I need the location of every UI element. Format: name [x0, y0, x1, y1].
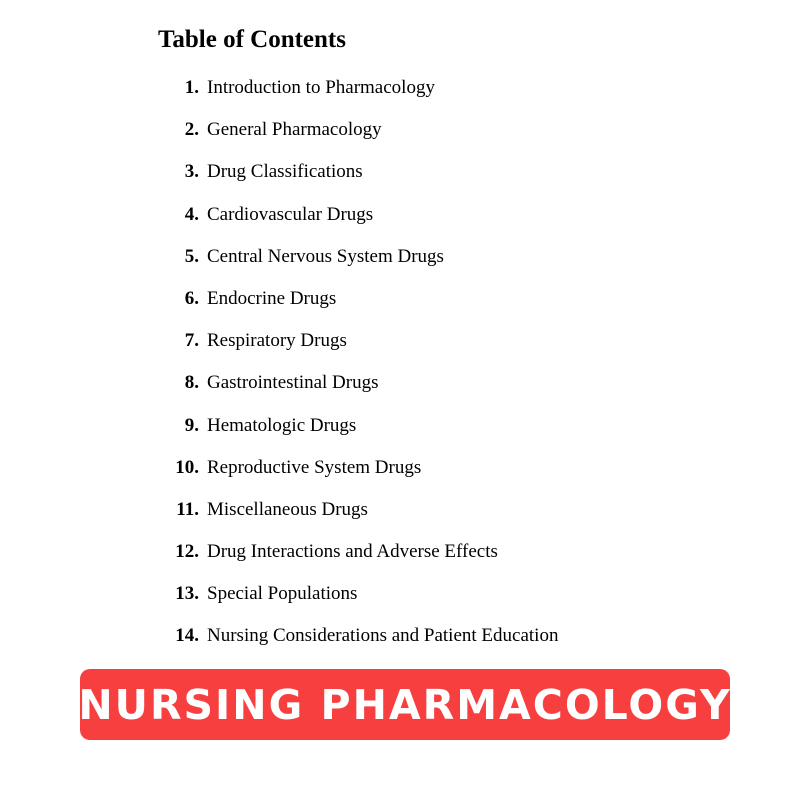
toc-item: [0, 618, 794, 660]
page-title: Table of Contents: [158, 26, 346, 53]
toc-item-number: 11.: [176, 498, 199, 520]
toc-item-label: Special Populations: [207, 583, 358, 605]
toc-item-number: 13.: [175, 583, 199, 605]
toc-item: [0, 197, 794, 239]
toc-item: [0, 450, 794, 492]
toc-item-label: General Pharmacology: [207, 119, 382, 141]
toc-item-number: 4.: [184, 203, 199, 225]
toc-item-number: 10.: [175, 456, 199, 478]
toc-item: [0, 323, 794, 365]
toc-item-label: Central Nervous System Drugs: [207, 245, 444, 267]
toc-item-number: 5.: [184, 245, 199, 267]
table-of-contents: [0, 70, 794, 661]
toc-item-number: 6.: [184, 287, 199, 309]
toc-item-number: 12.: [175, 541, 199, 563]
toc-item: [0, 365, 794, 407]
toc-item-label: Introduction to Pharmacology: [207, 77, 435, 98]
toc-item-label: Drug Classifications: [207, 161, 363, 183]
toc-item: [0, 112, 794, 154]
toc-item-number: 14.: [175, 625, 199, 647]
toc-item-number: 7.: [184, 330, 199, 352]
toc-item-number: 3.: [184, 161, 199, 183]
toc-item-label: Nursing Considerations and Patient Education: [207, 625, 559, 647]
banner-title: NURSING PHARMACOLOGY: [78, 680, 732, 729]
toc-item: [0, 154, 794, 196]
toc-item: [0, 408, 794, 450]
toc-item-label: Hematologic Drugs: [207, 414, 357, 436]
toc-item-number: 2.: [184, 119, 199, 141]
toc-item-label: Reproductive System Drugs: [207, 456, 422, 478]
toc-item-label: Gastrointestinal Drugs: [207, 372, 379, 394]
toc-item: [0, 281, 794, 323]
toc-item: [0, 239, 794, 281]
toc-item: [0, 70, 794, 112]
toc-item-label: Miscellaneous Drugs: [207, 498, 368, 520]
toc-item-label: Endocrine Drugs: [207, 287, 337, 309]
toc-item-number: 9.: [184, 414, 199, 436]
title-banner: [80, 669, 730, 740]
toc-item-label: Cardiovascular Drugs: [207, 203, 374, 225]
toc-item: [0, 576, 794, 618]
toc-item: [0, 492, 794, 534]
toc-item-label: Respiratory Drugs: [207, 330, 347, 352]
toc-item: [0, 534, 794, 576]
toc-item-number: 1.: [184, 77, 199, 98]
toc-item-label: Drug Interactions and Adverse Effects: [207, 541, 498, 563]
toc-item-number: 8.: [184, 372, 199, 394]
